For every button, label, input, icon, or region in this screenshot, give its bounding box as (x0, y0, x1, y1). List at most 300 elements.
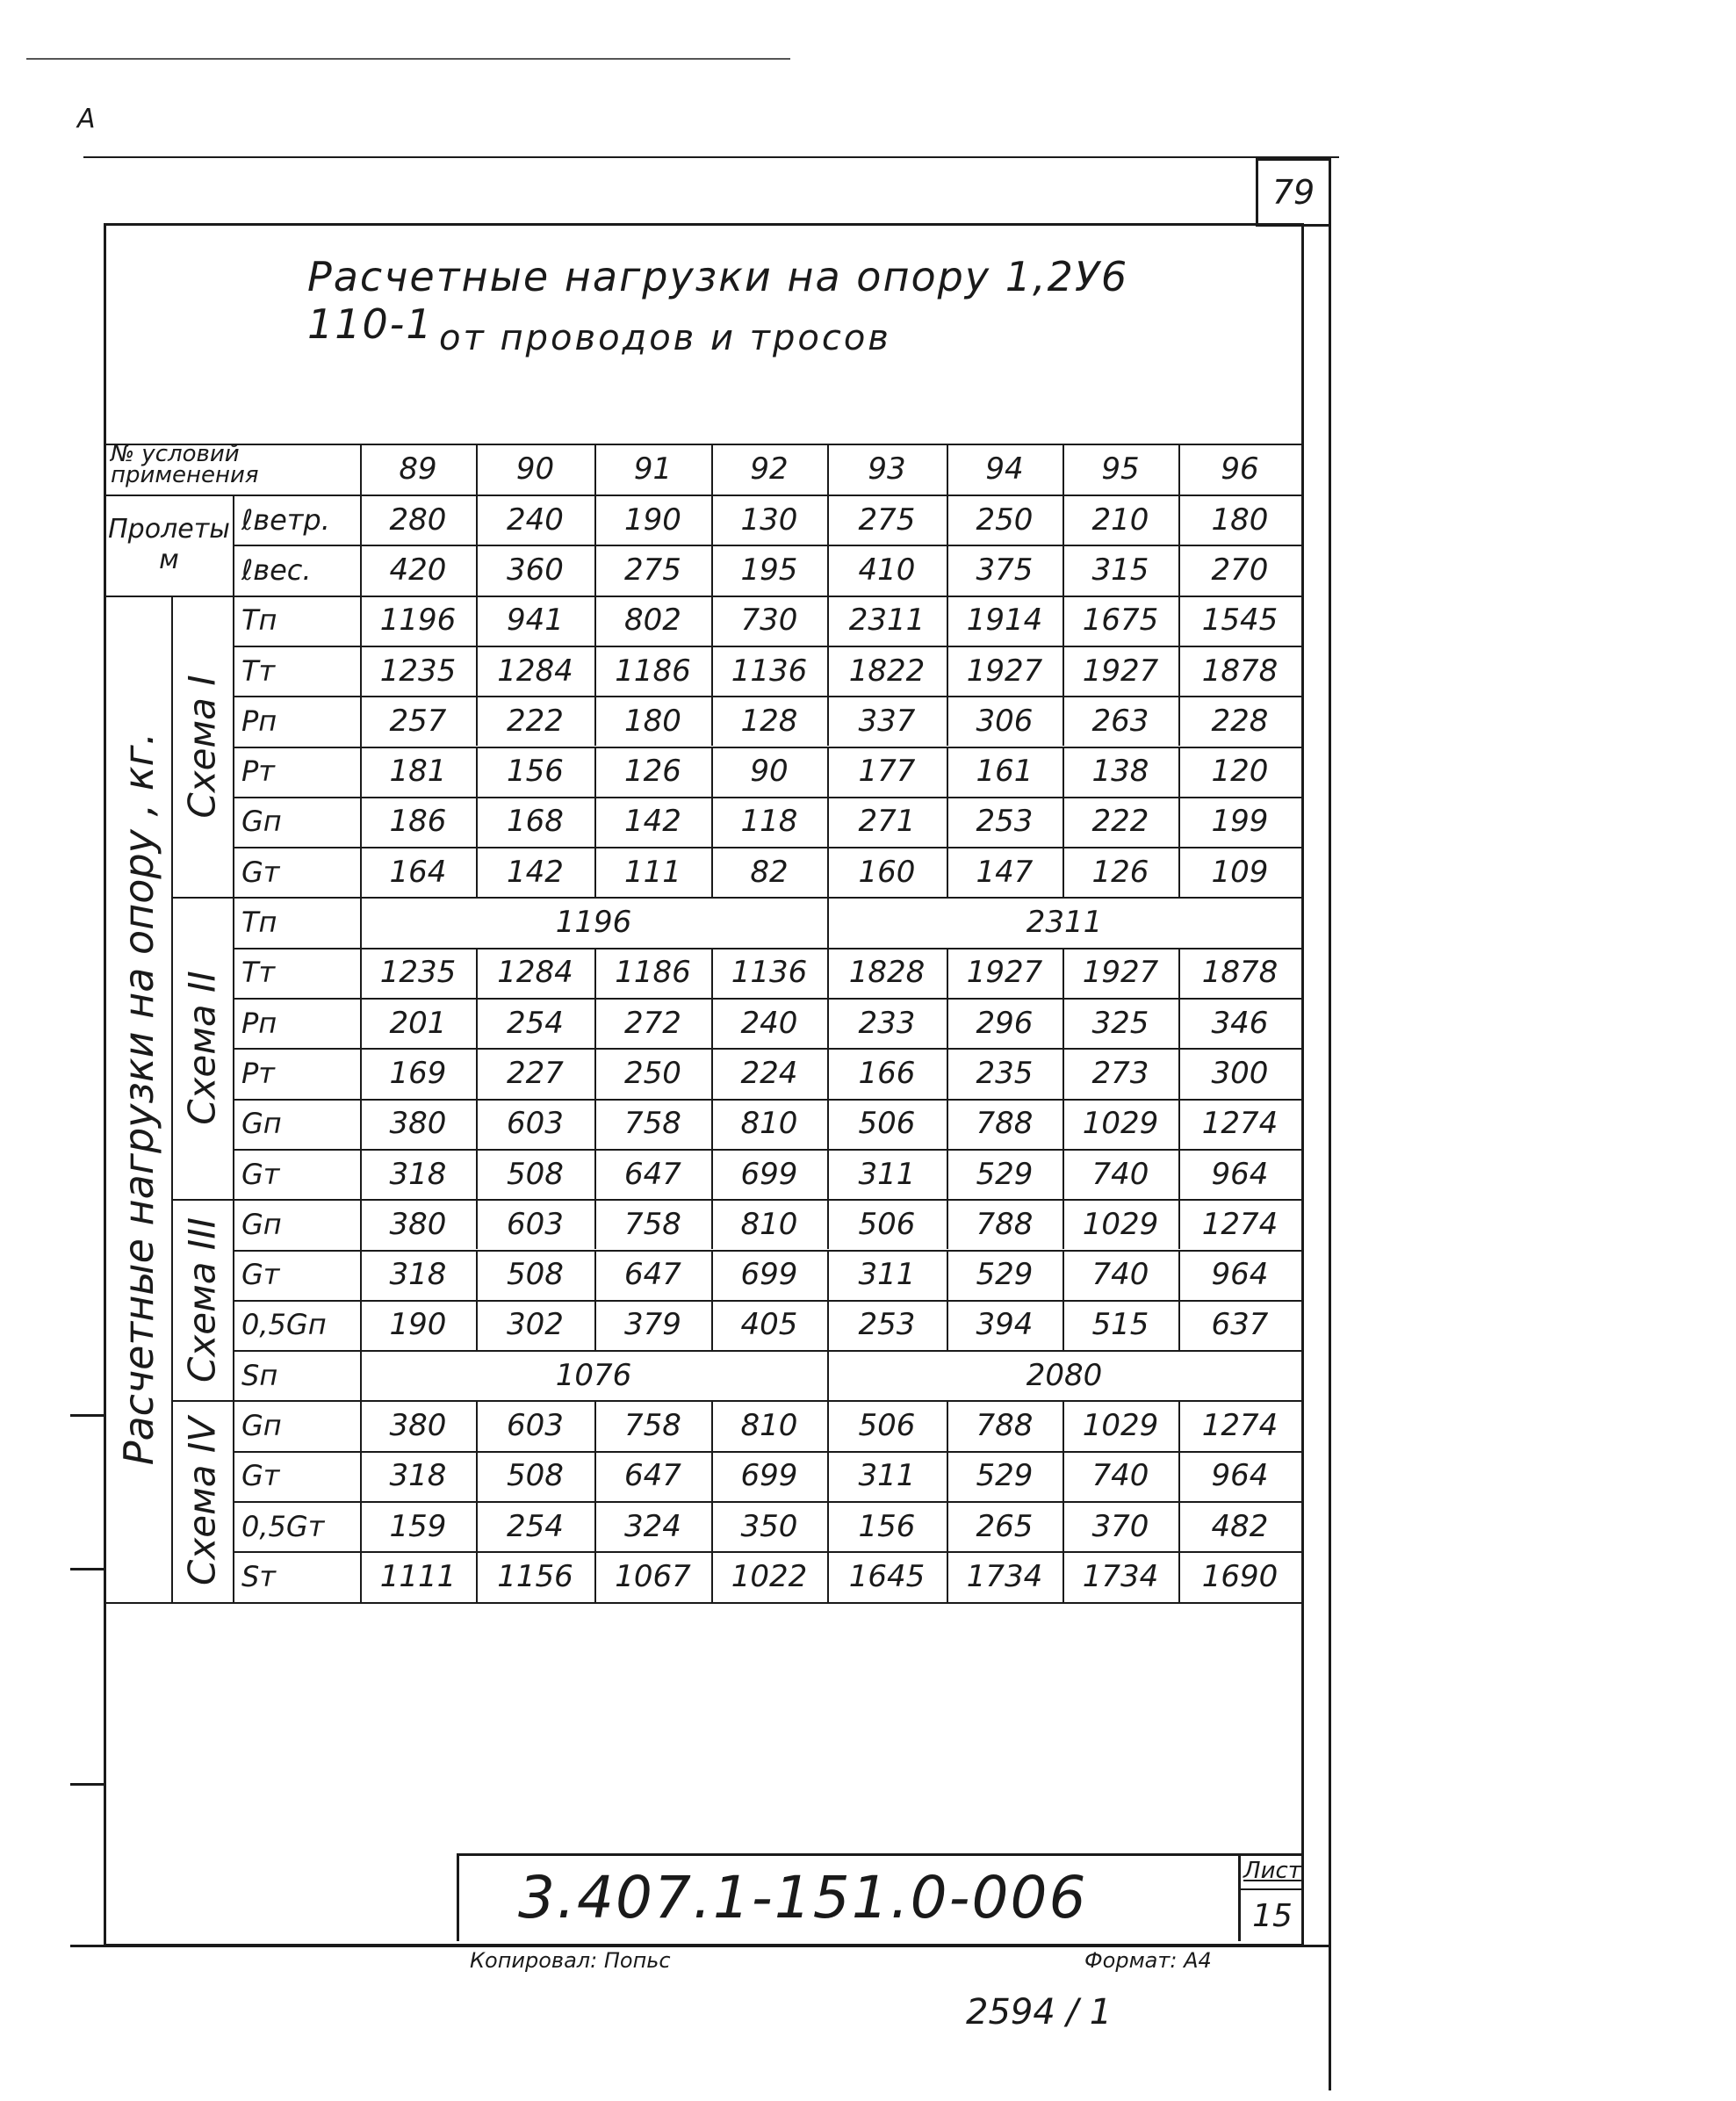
col-rule (476, 646, 478, 696)
col-rule (827, 444, 829, 596)
table-cell: 1067 (615, 1558, 691, 1594)
col-rule (476, 1400, 478, 1450)
col-rule (827, 797, 829, 847)
col-rule (1178, 948, 1180, 998)
table-cell: 201 (389, 1005, 447, 1041)
col-rule (1178, 596, 1180, 646)
archive-number: 2594 / 1 (966, 1992, 1113, 2032)
table-cell: 166 (858, 1055, 916, 1091)
row-label: Gт (241, 855, 280, 889)
table-cell: 410 (858, 552, 916, 588)
row-label: Тт (241, 653, 276, 688)
table-cell: 802 (624, 603, 681, 639)
column-header-90: 90 (515, 451, 555, 487)
table-cell: 758 (624, 1106, 681, 1142)
upper-border-rule (83, 156, 1339, 158)
scheme-column-rule (171, 596, 173, 1602)
row-label: Тп (241, 906, 277, 940)
title-line-1: Расчетные нагрузки на опору 1,2У6 110-1 (307, 253, 1129, 348)
scheme-label: Схема II (180, 971, 224, 1126)
col-rule (711, 596, 713, 646)
table-cell: 1927 (966, 653, 1043, 689)
table-cell: 272 (624, 1005, 681, 1041)
table-cell: 318 (389, 1458, 447, 1494)
col-rule (1178, 1149, 1180, 1199)
row-label: Gп (241, 805, 282, 839)
page-number: 79 (1256, 158, 1331, 227)
table-cell: 240 (740, 1005, 798, 1041)
col-rule (594, 1250, 596, 1300)
col-rule (594, 1099, 596, 1149)
table-cell: 235 (976, 1055, 1034, 1091)
stamp-left-rule (457, 1853, 459, 1941)
table-cell: 228 (1211, 703, 1269, 739)
table-cell: 169 (389, 1055, 447, 1091)
outer-bottom-border (70, 1945, 1331, 1947)
table-cell: 128 (740, 703, 798, 739)
column-header-89: 89 (399, 451, 437, 487)
col-rule (827, 847, 829, 897)
col-rule (1062, 1048, 1064, 1098)
col-rule (594, 1149, 596, 1199)
table-cell: 275 (858, 502, 916, 538)
col-rule (947, 747, 948, 797)
table-cell: 529 (976, 1257, 1034, 1293)
sheet-label: Лист (1243, 1858, 1301, 1884)
col-rule (1178, 847, 1180, 897)
table-cell: 1274 (1201, 1106, 1279, 1142)
table-cell: 603 (507, 1408, 564, 1444)
table-cell: 306 (976, 703, 1034, 739)
col-rule (594, 948, 596, 998)
table-cell: 758 (624, 1408, 681, 1444)
table-cell: 1284 (497, 955, 573, 991)
table-cell: 405 (740, 1307, 798, 1343)
table-cell: 758 (624, 1206, 681, 1242)
table-cell: 788 (976, 1408, 1034, 1444)
col-rule (947, 1099, 948, 1149)
scheme-label: Схема III (180, 1217, 224, 1383)
col-rule (1178, 444, 1180, 596)
table-cell: 380 (389, 1106, 447, 1142)
table-cell: 1235 (379, 955, 457, 991)
col-rule (711, 1300, 713, 1350)
table-cell: 138 (1091, 754, 1149, 790)
title-line-2: от проводов и тросов (439, 318, 891, 358)
table-cell: 647 (624, 1257, 681, 1293)
merged-cell: 2080 (1026, 1357, 1103, 1393)
col-rule (711, 847, 713, 897)
table-cell: 222 (507, 703, 564, 739)
col-rule (1062, 747, 1064, 797)
col-rule (711, 1099, 713, 1149)
col-rule (1178, 1451, 1180, 1501)
table-cell: 142 (624, 804, 681, 840)
loads-table (105, 441, 1301, 1602)
table-cell: 1645 (848, 1558, 926, 1594)
col-rule (594, 696, 596, 746)
col-rule (1062, 797, 1064, 847)
table-cell: 370 (1091, 1508, 1149, 1544)
table-cell: 515 (1091, 1307, 1149, 1343)
col-rule (476, 1501, 478, 1551)
col-rule (711, 1250, 713, 1300)
table-bottom-rule (105, 1602, 1301, 1604)
col-rule (1062, 1199, 1064, 1249)
table-cell: 788 (976, 1206, 1034, 1242)
table-cell: 111 (624, 854, 681, 890)
table-cell: 300 (1211, 1055, 1269, 1091)
left-tick-1 (70, 1414, 105, 1417)
col-rule (711, 444, 713, 596)
header-label-line-2: применения (111, 462, 259, 488)
table-cell: 810 (740, 1206, 798, 1242)
table-cell: 1156 (497, 1558, 573, 1594)
col-rule (947, 998, 948, 1048)
table-cell: 1186 (615, 653, 691, 689)
col-rule (1062, 1149, 1064, 1199)
col-rule (476, 1300, 478, 1350)
row-label: Gт (241, 1258, 280, 1292)
merged-cell: 1076 (555, 1357, 632, 1393)
col-rule (476, 1451, 478, 1501)
spans-label-text: Пролеты (108, 514, 230, 545)
col-rule (827, 948, 829, 998)
column-header-91: 91 (633, 451, 673, 487)
col-rule (1062, 1400, 1064, 1450)
table-cell: 315 (1091, 552, 1149, 588)
table-cell: 181 (389, 754, 447, 790)
top-rule (26, 58, 790, 60)
merged-cell: 1196 (555, 905, 632, 941)
table-cell: 506 (858, 1206, 916, 1242)
table-cell: 161 (976, 754, 1034, 790)
col-rule (711, 747, 713, 797)
table-cell: 254 (507, 1508, 564, 1544)
col-rule (476, 1099, 478, 1149)
table-cell: 1196 (379, 603, 457, 639)
col-rule (476, 998, 478, 1048)
table-cell: 156 (858, 1508, 916, 1544)
col-rule (947, 797, 948, 847)
table-cell: 156 (507, 754, 564, 790)
table-cell: 1878 (1201, 955, 1279, 991)
col-rule (1178, 1099, 1180, 1149)
column-header-96: 96 (1221, 451, 1259, 487)
document-code: 3.407.1-151.0-006 (518, 1863, 1088, 1931)
col-rule (1062, 847, 1064, 897)
col-rule (1062, 1551, 1064, 1601)
col-rule (476, 847, 478, 897)
col-rule (1062, 696, 1064, 746)
col-rule (947, 847, 948, 897)
table-cell: 311 (858, 1257, 916, 1293)
row-label: Рп (241, 704, 277, 738)
table-cell: 1914 (966, 603, 1043, 639)
table-cell: 177 (858, 754, 916, 790)
table-cell: 240 (507, 502, 564, 538)
col-rule (476, 1149, 478, 1199)
table-cell: 810 (740, 1408, 798, 1444)
table-cell: 506 (858, 1106, 916, 1142)
table-cell: 1675 (1082, 603, 1159, 639)
table-cell: 1274 (1201, 1408, 1279, 1444)
col-rule (1062, 596, 1064, 646)
table-cell: 647 (624, 1156, 681, 1192)
table-cell: 1274 (1201, 1206, 1279, 1242)
col-rule (594, 444, 596, 596)
table-cell: 120 (1211, 754, 1269, 790)
table-cell: 168 (507, 804, 564, 840)
loads-axis-label: Расчетные нагрузки на опору , кг. (114, 732, 162, 1465)
table-cell: 1136 (731, 955, 808, 991)
col-rule (1178, 1501, 1180, 1551)
row-label: Gп (241, 1409, 282, 1443)
table-cell: 603 (507, 1206, 564, 1242)
col-rule (1062, 1300, 1064, 1350)
col-rule (1062, 948, 1064, 998)
table-cell: 699 (740, 1458, 798, 1494)
table-cell: 1545 (1201, 603, 1279, 639)
col-rule (1062, 998, 1064, 1048)
table-cell: 130 (740, 502, 798, 538)
table-cell: 82 (750, 854, 789, 890)
col-rule (711, 948, 713, 998)
table-cell: 1136 (731, 653, 808, 689)
table-cell: 318 (389, 1156, 447, 1192)
table-cell: 375 (976, 552, 1034, 588)
row-label: 0,5Gт (241, 1509, 325, 1543)
col-rule (827, 696, 829, 746)
table-cell: 250 (976, 502, 1034, 538)
col-rule (594, 797, 596, 847)
col-rule (827, 1199, 829, 1249)
row-label: Sт (241, 1559, 276, 1593)
table-cell: 941 (507, 603, 564, 639)
col-rule (827, 1300, 829, 1350)
col-rule (827, 1451, 829, 1501)
col-rule (476, 1250, 478, 1300)
col-rule (947, 1451, 948, 1501)
col-rule (827, 747, 829, 797)
table-cell: 296 (976, 1005, 1034, 1041)
header-label-line-1: № условий (111, 441, 240, 467)
section-rule (105, 495, 1301, 496)
column-header-94: 94 (985, 451, 1024, 487)
table-cell: 190 (389, 1307, 447, 1343)
left-tick-2 (70, 1568, 105, 1570)
merged-cell: 2311 (1026, 905, 1103, 941)
table-cell: 318 (389, 1257, 447, 1293)
table-cell: 788 (976, 1106, 1034, 1142)
col-rule (947, 1199, 948, 1249)
col-rule (947, 1250, 948, 1300)
col-rule (711, 1149, 713, 1199)
col-rule (711, 1551, 713, 1601)
row-label: ℓветр. (241, 502, 330, 537)
table-cell: 730 (740, 603, 798, 639)
col-rule (947, 1551, 948, 1601)
table-cell: 1029 (1082, 1206, 1159, 1242)
col-rule (594, 1501, 596, 1551)
table-cell: 210 (1091, 502, 1149, 538)
table-cell: 233 (858, 1005, 916, 1041)
col-rule (476, 797, 478, 847)
col-rule (827, 1099, 829, 1149)
table-cell: 250 (624, 1055, 681, 1091)
row-label: Gп (241, 1207, 282, 1241)
col-rule (1178, 1300, 1180, 1350)
col-rule (1178, 1400, 1180, 1450)
table-cell: 394 (976, 1307, 1034, 1343)
col-rule (827, 1250, 829, 1300)
table-cell: 1029 (1082, 1106, 1159, 1142)
row-label: Тт (241, 956, 276, 990)
row-label: Gт (241, 1157, 280, 1191)
table-cell: 109 (1211, 854, 1269, 890)
table-cell: 506 (858, 1408, 916, 1444)
col-rule (711, 998, 713, 1048)
col-rule (1178, 1048, 1180, 1098)
table-cell: 227 (507, 1055, 564, 1091)
table-cell: 253 (858, 1307, 916, 1343)
column-header-93: 93 (868, 451, 906, 487)
table-cell: 2311 (848, 603, 926, 639)
col-rule (711, 646, 713, 696)
table-cell: 740 (1091, 1458, 1149, 1494)
col-rule (1178, 646, 1180, 696)
table-cell: 508 (507, 1458, 564, 1494)
col-rule (476, 1199, 478, 1249)
table-cell: 302 (507, 1307, 564, 1343)
col-rule (1178, 998, 1180, 1048)
row-label: Рт (241, 754, 275, 789)
table-cell: 1029 (1082, 1408, 1159, 1444)
col-rule (1178, 797, 1180, 847)
copied-by: Копировал: Попьс (470, 1948, 671, 1973)
table-cell: 380 (389, 1408, 447, 1444)
table-cell: 275 (624, 552, 681, 588)
col-rule (594, 1551, 596, 1601)
table-cell: 337 (858, 703, 916, 739)
table-cell: 1734 (966, 1558, 1043, 1594)
table-cell: 1822 (848, 653, 926, 689)
table-cell: 379 (624, 1307, 681, 1343)
col-rule (476, 596, 478, 646)
col-rule (711, 797, 713, 847)
table-cell: 529 (976, 1156, 1034, 1192)
table-cell: 1927 (966, 955, 1043, 991)
col-rule (827, 1350, 829, 1400)
table-cell: 180 (624, 703, 681, 739)
spans-label (105, 495, 233, 596)
col-rule (947, 1400, 948, 1450)
table-cell: 199 (1211, 804, 1269, 840)
table-cell: 603 (507, 1106, 564, 1142)
col-rule (947, 444, 948, 596)
table-cell: 740 (1091, 1257, 1149, 1293)
table-cell: 90 (750, 754, 789, 790)
table-cell: 265 (976, 1508, 1034, 1544)
col-rule (594, 1451, 596, 1501)
table-cell: 280 (389, 502, 447, 538)
col-rule (827, 1501, 829, 1551)
row-label: Рт (241, 1056, 275, 1090)
table-cell: 1828 (848, 955, 926, 991)
table-cell: 350 (740, 1508, 798, 1544)
table-cell: 740 (1091, 1156, 1149, 1192)
table-cell: 1111 (379, 1558, 457, 1594)
col-rule (947, 646, 948, 696)
col-rule (1062, 646, 1064, 696)
table-cell: 964 (1211, 1257, 1269, 1293)
col-rule (711, 696, 713, 746)
col-rule (947, 1501, 948, 1551)
row-label: Рп (241, 1006, 277, 1040)
col-rule (827, 1400, 829, 1450)
col-rule (827, 998, 829, 1048)
table-cell: 346 (1211, 1005, 1269, 1041)
table-cell: 508 (507, 1156, 564, 1192)
col-rule (594, 747, 596, 797)
table-cell: 164 (389, 854, 447, 890)
table-cell: 360 (507, 552, 564, 588)
col-rule (476, 747, 478, 797)
col-rule (947, 1300, 948, 1350)
col-rule (711, 1451, 713, 1501)
table-cell: 195 (740, 552, 798, 588)
left-tick-3 (70, 1783, 105, 1786)
table-cell: 311 (858, 1458, 916, 1494)
table-cell: 1878 (1201, 653, 1279, 689)
table-cell: 224 (740, 1055, 798, 1091)
col-rule (594, 1400, 596, 1450)
table-cell: 271 (858, 804, 916, 840)
table-cell: 1690 (1201, 1558, 1279, 1594)
col-rule (1178, 1199, 1180, 1249)
table-cell: 311 (858, 1156, 916, 1192)
table-cell: 964 (1211, 1156, 1269, 1192)
col-rule (1178, 696, 1180, 746)
table-cell: 964 (1211, 1458, 1269, 1494)
col-rule (827, 1551, 829, 1601)
table-cell: 254 (507, 1005, 564, 1041)
col-rule (947, 696, 948, 746)
table-cell: 147 (976, 854, 1034, 890)
table-cell: 1927 (1082, 955, 1159, 991)
table-cell: 222 (1091, 804, 1149, 840)
table-cell: 180 (1211, 502, 1269, 538)
col-rule (594, 998, 596, 1048)
table-cell: 142 (507, 854, 564, 890)
table-cell: 637 (1211, 1307, 1269, 1343)
col-rule (947, 596, 948, 646)
col-rule (594, 596, 596, 646)
table-cell: 508 (507, 1257, 564, 1293)
col-rule (1062, 1451, 1064, 1501)
table-cell: 126 (1091, 854, 1149, 890)
outer-right-border (1329, 158, 1331, 2090)
table-cell: 1022 (731, 1558, 808, 1594)
scheme-label: Схема I (180, 674, 224, 819)
col-rule (476, 696, 478, 746)
col-rule (1178, 1250, 1180, 1300)
col-rule (711, 1400, 713, 1450)
col-rule (827, 1149, 829, 1199)
col-rule (711, 1199, 713, 1249)
table-cell: 1734 (1082, 1558, 1159, 1594)
col-rule (1178, 1551, 1180, 1601)
